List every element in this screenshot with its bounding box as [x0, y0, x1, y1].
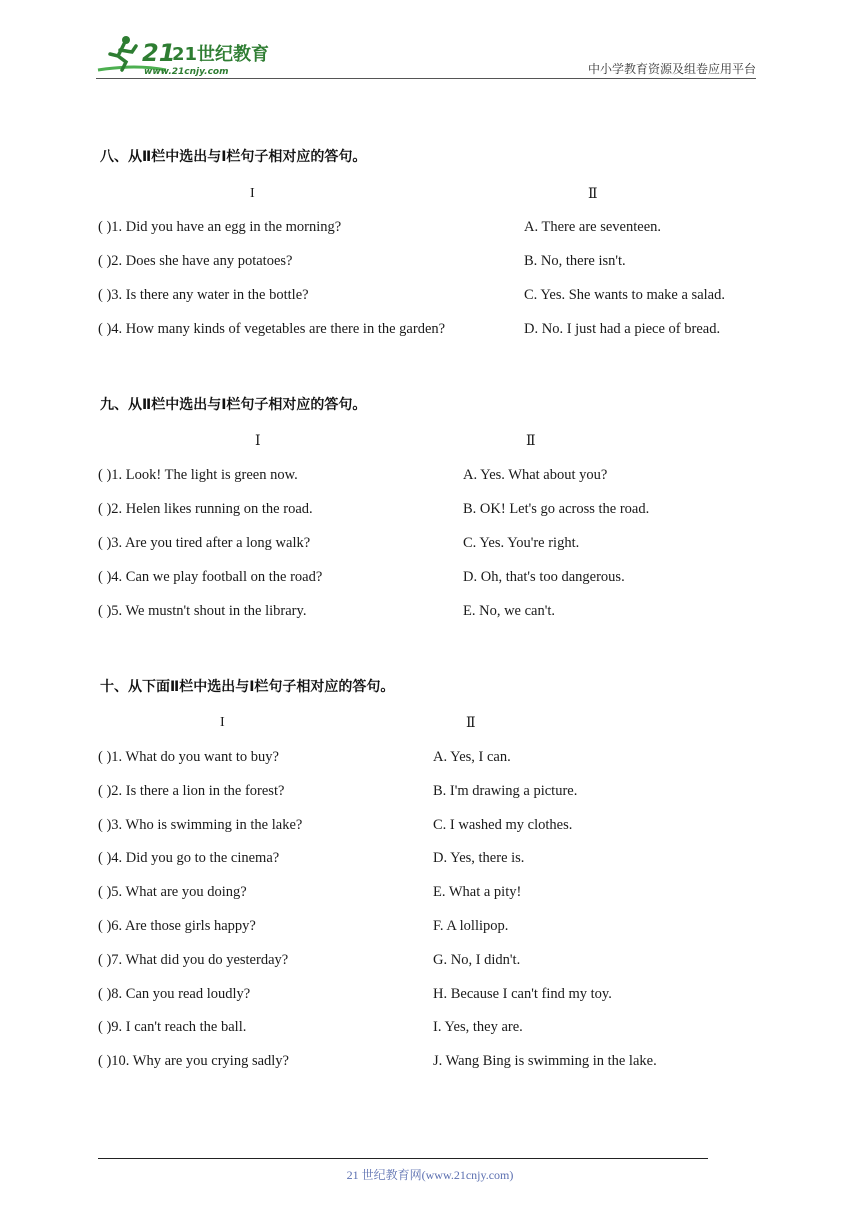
section-9-col2-heading: Ⅱ: [526, 434, 536, 449]
svg-text:21: 21: [142, 39, 176, 67]
section-9-question-2: ( )2. Helen likes running on the road.: [98, 501, 313, 517]
section-10-answer-j: J. Wang Bing is swimming in the lake.: [433, 1053, 657, 1069]
svg-text:www.21cnjy.com: www.21cnjy.com: [144, 67, 229, 77]
footer-divider: [98, 1158, 708, 1159]
section-9-col1-heading: Ⅰ: [255, 434, 261, 449]
section-10-col2-heading: Ⅱ: [466, 716, 476, 731]
section-10-answer-e: E. What a pity!: [433, 884, 522, 900]
section-10-question-1: ( )1. What do you want to buy?: [98, 749, 279, 765]
section-10-answer-c: C. I washed my clothes.: [433, 817, 573, 833]
section-10-answer-f: F. A lollipop.: [433, 918, 509, 934]
section-8-question-3: ( )3. Is there any water in the bottle?: [98, 287, 309, 303]
section-9-answer-e: E. No, we can't.: [463, 603, 555, 619]
section-9-question-4: ( )4. Can we play football on the road?: [98, 569, 323, 585]
section-10-answer-h: H. Because I can't find my toy.: [433, 986, 612, 1002]
section-10-question-9: ( )9. I can't reach the ball.: [98, 1019, 247, 1035]
section-10-question-2: ( )2. Is there a lion in the forest?: [98, 783, 285, 799]
section-8-col2-heading: Ⅱ: [588, 187, 598, 202]
section-9-answer-a: A. Yes. What about you?: [463, 467, 608, 483]
section-10-question-7: ( )7. What did you do yesterday?: [98, 952, 289, 968]
section-10-answer-d: D. Yes, there is.: [433, 850, 525, 866]
section-9-question-3: ( )3. Are you tired after a long walk?: [98, 535, 311, 551]
section-8-answer-d: D. No. I just had a piece of bread.: [524, 321, 721, 337]
section-10-answer-i: I. Yes, they are.: [433, 1019, 523, 1035]
section-10-question-4: ( )4. Did you go to the cinema?: [98, 850, 280, 866]
section-8-answer-b: B. No, there isn't.: [524, 253, 626, 269]
section-10-answer-a: A. Yes, I can.: [433, 749, 511, 765]
site-logo: [96, 34, 270, 78]
section-10-question-10: ( )10. Why are you crying sadly?: [98, 1053, 289, 1069]
section-8-question-4: ( )4. How many kinds of vegetables are there in the garden?: [98, 321, 446, 337]
header-divider: [96, 78, 756, 79]
section-10-question-3: ( )3. Who is swimming in the lake?: [98, 817, 303, 833]
section-10-title: 十、从下面Ⅱ栏中选出与Ⅰ栏句子相对应的答句。: [100, 679, 395, 695]
section-10-question-5: ( )5. What are you doing?: [98, 884, 247, 900]
runner-logo-icon: [96, 34, 270, 78]
section-10-question-6: ( )6. Are those girls happy?: [98, 918, 256, 934]
footer-site-link[interactable]: 21 世纪教育网(www.21cnjy.com): [346, 1168, 514, 1182]
section-10-answer-b: B. I'm drawing a picture.: [433, 783, 578, 799]
header-platform-text: 中小学教育资源及组卷应用平台: [587, 62, 756, 76]
section-8-answer-c: C. Yes. She wants to make a salad.: [524, 287, 725, 303]
section-9-title: 九、从Ⅱ栏中选出与Ⅰ栏句子相对应的答句。: [100, 397, 367, 413]
section-8-col1-heading: I: [250, 186, 255, 201]
section-8-title: 八、从Ⅱ栏中选出与Ⅰ栏句子相对应的答句。: [100, 149, 367, 165]
section-10-question-8: ( )8. Can you read loudly?: [98, 986, 251, 1002]
section-10-col1-heading: I: [220, 715, 225, 730]
section-9-answer-c: C. Yes. You're right.: [463, 535, 580, 551]
section-9-question-5: ( )5. We mustn't shout in the library.: [98, 603, 307, 619]
section-8-question-2: ( )2. Does she have any potatoes?: [98, 253, 293, 269]
section-8-answer-a: A. There are seventeen.: [524, 219, 662, 235]
section-9-answer-d: D. Oh, that's too dangerous.: [463, 569, 625, 585]
section-9-answer-b: B. OK! Let's go across the road.: [463, 501, 650, 517]
section-8-question-1: ( )1. Did you have an egg in the morning?: [98, 219, 342, 235]
section-10-answer-g: G. No, I didn't.: [433, 952, 521, 968]
svg-text:21世纪教育: 21世纪教育: [172, 44, 270, 65]
section-9-question-1: ( )1. Look! The light is green now.: [98, 467, 298, 483]
